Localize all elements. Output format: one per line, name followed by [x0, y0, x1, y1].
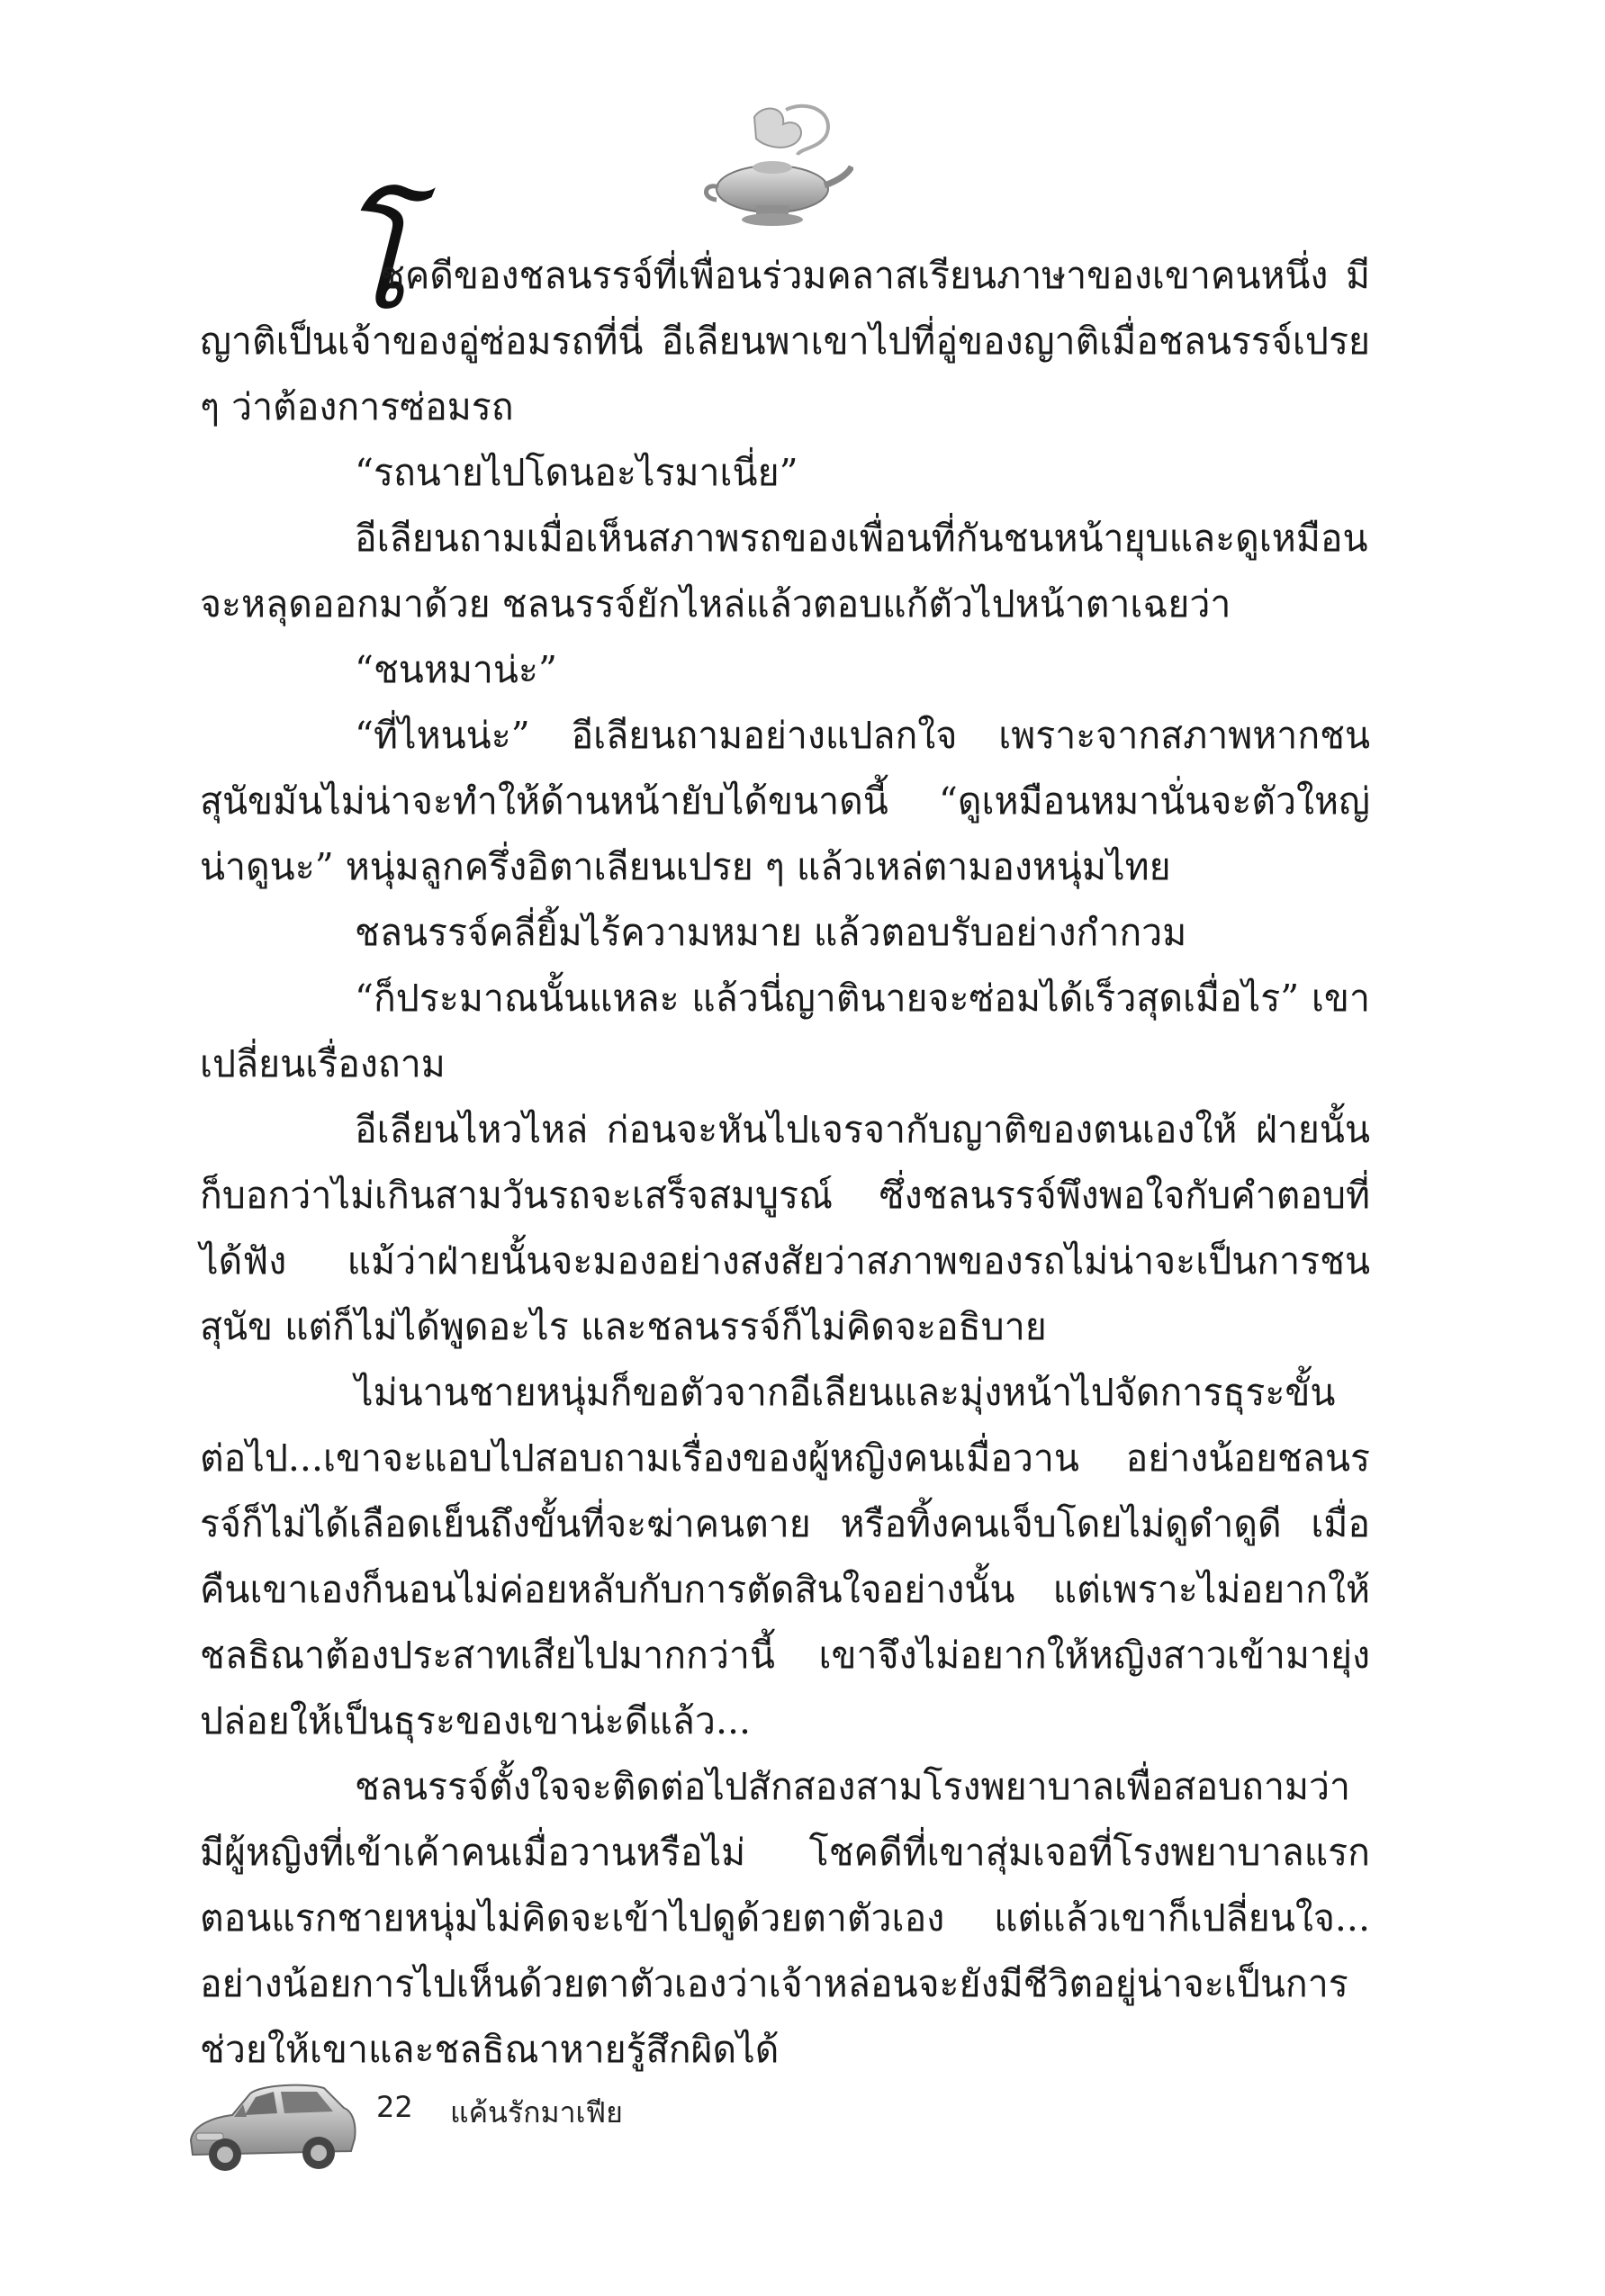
paragraph: ชลนรรจ์ตั้งใจจะติดต่อไปสักสองสามโรงพยาบาลเพื่อสอบถามว่ามีผู้หญิงที่เข้าเค้าคนเมื่อวานหรือไม่ โชคดีที่เขาสุ่มเจอที่โรงพยาบาลแรก ตอนแรกชายหนุ่มไม่คิดจะเข้าไปดูด้วยตาตัวเอง แต่แล้วเขาก็เปลี่ยนใจ... อย่างน้อยการไปเห็นด้วยตาตัวเองว่าเจ้าหล่อนจะยังมีชีวิตอยู่น่าจะเป็นการช่วยให้เขาและชลธิณาหายรู้สึกผิดได้: [200, 1765, 1370, 2071]
page-number: 22: [376, 2090, 413, 2124]
paragraph: ไม่นานชายหนุ่มก็ขอตัวจากอีเลียนและมุ่งหน้าไปจัดการธุระขั้นต่อไป...เขาจะแอบไปสอบถามเรื่องของผู้หญิงคนเมื่อวาน อย่างน้อยชลนรรจ์ก็ไม่ได้เลือดเย็นถึงขั้นที่จะฆ่าคนตาย หรือทิ้งคนเจ็บโดยไม่ดูดำดูดี เมื่อคืนเขาเองก็นอนไม่ค่อยหลับกับการตัดสินใจอย่างนั้น แต่เพราะไม่อยากให้ชลธิณาต้องประสาทเสียไปมากกว่านี้ เขาจึงไม่อยากให้หญิงสาวเข้ามายุ่ง ปล่อยให้เป็นธุระของเขาน่ะดีแล้ว...: [200, 1371, 1370, 1742]
chapter-body: [200, 243, 1370, 2083]
paragraph: ชคดีของชลนรรจ์ที่เพื่อนร่วมคลาสเรียนภาษาของเขาคนหนึ่ง มีญาติเป็นเจ้าของอู่ซ่อมรถที่นี่ อีเลียนพาเขาไปที่อู่ของญาติเมื่อชลนรรจ์เปรย ๆ ว่าต้องการซ่อมรถ: [200, 254, 1370, 428]
paragraph: “ที่ไหนน่ะ” อีเลียนถามอย่างแปลกใจ เพราะจากสภาพหากชนสุนัขมันไม่น่าจะทำให้ด้านหน้ายับได้ขนาดนี้ “ดูเหมือนหมานั่นจะตัวใหญ่น่าดูนะ” หนุ่มลูกครึ่งอิตาเลียนเปรย ๆ แล้วเหล่ตามองหนุ่มไทย: [200, 714, 1370, 888]
lamp-genie-icon: [700, 99, 853, 230]
drop-cap: โ: [335, 186, 409, 338]
car-icon: [180, 2061, 360, 2196]
paragraph: “รถนายไปโดนอะไรมาเนี่ย”: [355, 451, 798, 494]
paragraph: “ชนหมาน่ะ”: [355, 648, 557, 691]
paragraph: อีเลียนถามเมื่อเห็นสภาพรถของเพื่อนที่กันชนหน้ายุบและดูเหมือนจะหลุดออกมาด้วย ชลนรรจ์ยักไหล่แล้วตอบแก้ตัวไปหน้าตาเฉยว่า: [200, 517, 1368, 626]
paragraph: “ก็ประมาณนั้นแหละ แล้วนี่ญาตินายจะซ่อมได้เร็วสุดเมื่อไร” เขาเปลี่ยนเรื่องถาม: [200, 977, 1370, 1085]
paragraph: อีเลียนไหวไหล่ ก่อนจะหันไปเจรจากับญาติของตนเองให้ ฝ่ายนั้นก็บอกว่าไม่เกินสามวันรถจะเสร็จสมบูรณ์ ซึ่งชลนรรจ์พึงพอใจกับคำตอบที่ได้ฟัง แม้ว่าฝ่ายนั้นจะมองอย่างสงสัยว่าสภาพของรถไม่น่าจะเป็นการชนสุนัข แต่ก็ไม่ได้พูดอะไร และชลนรรจ์ก็ไม่คิดจะอธิบาย: [200, 1108, 1370, 1348]
paragraph: ชลนรรจ์คลี่ยิ้มไร้ความหมาย แล้วตอบรับอย่างกำกวม: [355, 911, 1187, 954]
book-title: แค้นรักมาเฟีย: [450, 2095, 623, 2129]
